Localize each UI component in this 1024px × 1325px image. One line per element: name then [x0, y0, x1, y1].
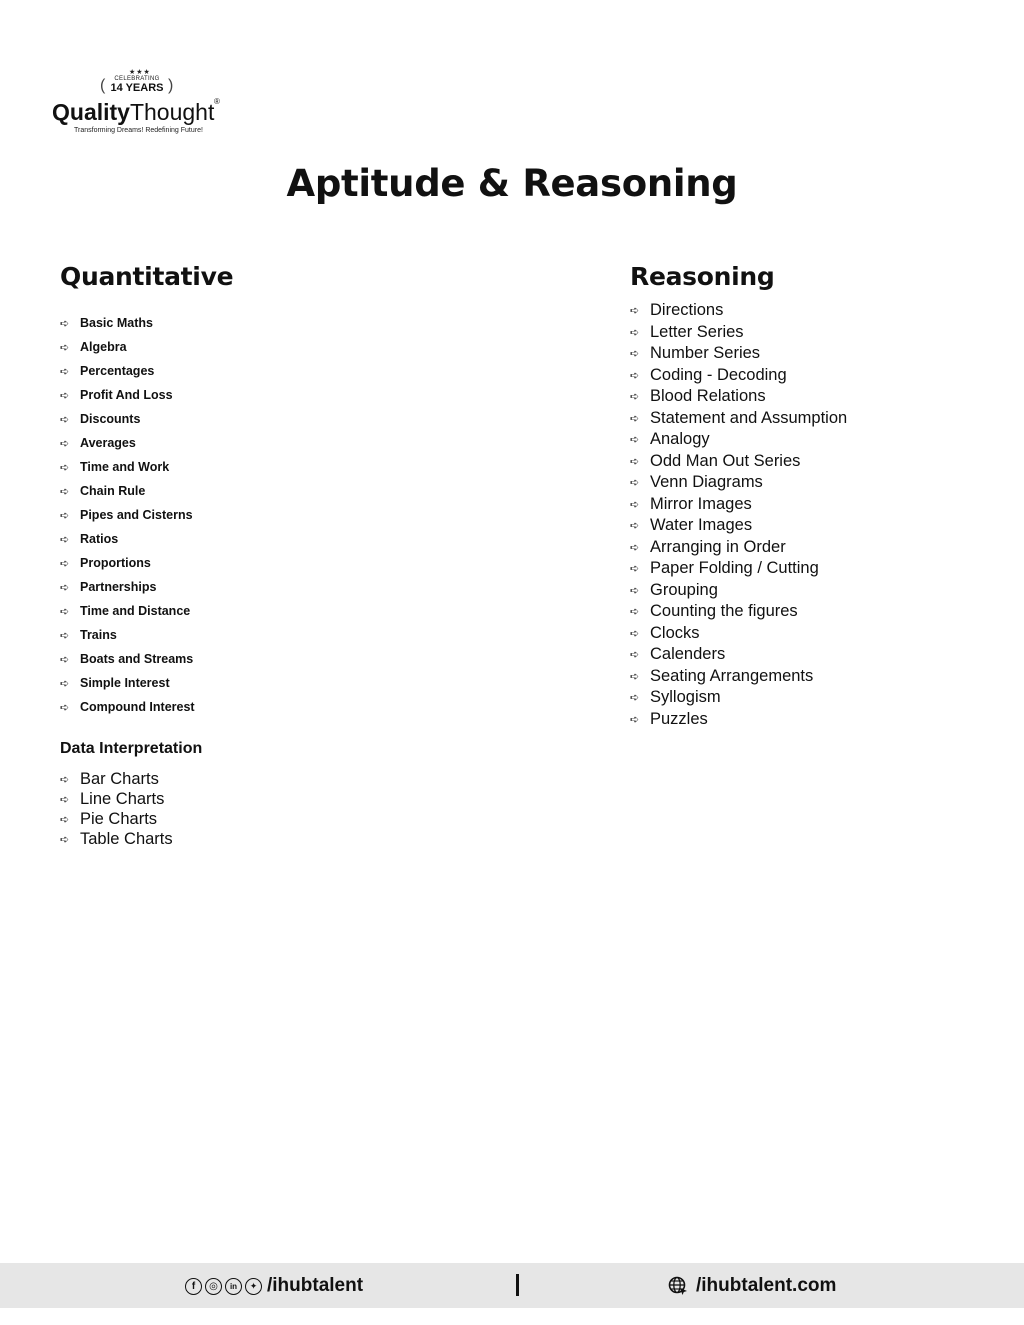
arrow-bullet-icon: ➪	[630, 520, 640, 533]
reasoning-item-label: Counting the figures	[650, 602, 798, 621]
data-interpretation-item	[60, 769, 360, 789]
data-interpretation-item-label: Bar Charts	[80, 769, 159, 788]
arrow-bullet-icon: ➪	[60, 629, 70, 642]
quantitative-item	[60, 431, 480, 455]
arrow-bullet-icon: ➪	[60, 653, 70, 666]
data-interpretation-item-label: Line Charts	[80, 789, 165, 808]
arrow-bullet-icon: ➪	[630, 498, 640, 511]
arrow-bullet-icon: ➪	[60, 509, 70, 522]
quantitative-item	[60, 623, 480, 647]
arrow-bullet-icon: ➪	[630, 391, 640, 404]
quantitative-item	[60, 599, 480, 623]
reasoning-item	[630, 709, 990, 731]
reasoning-item	[630, 558, 990, 580]
reasoning-item-label: Coding - Decoding	[650, 365, 787, 384]
reasoning-item	[630, 343, 990, 365]
quantitative-item-label: Simple Interest	[80, 676, 170, 690]
arrow-bullet-icon: ➪	[60, 365, 70, 378]
arrow-bullet-icon: ➪	[630, 326, 640, 339]
reasoning-item-label: Odd Man Out Series	[650, 451, 801, 470]
data-interpretation-item-label: Pie Charts	[80, 809, 158, 828]
social-handle[interactable]: /ihubtalent	[267, 1275, 364, 1296]
arrow-bullet-icon: ➪	[60, 341, 70, 354]
arrow-bullet-icon: ➪	[630, 305, 640, 318]
arrow-bullet-icon: ➪	[630, 692, 640, 705]
arrow-bullet-icon: ➪	[630, 713, 640, 726]
quantitative-item-label: Proportions	[80, 556, 151, 570]
data-interpretation-item	[60, 809, 360, 829]
laurel-left-icon: (	[100, 77, 106, 94]
quantitative-item-label: Basic Maths	[80, 316, 153, 330]
reasoning-item-label: Mirror Images	[650, 494, 752, 513]
footer-bar	[0, 1263, 1024, 1308]
arrow-bullet-icon: ➪	[60, 317, 70, 330]
arrow-bullet-icon: ➪	[630, 670, 640, 683]
arrow-bullet-icon: ➪	[60, 581, 70, 594]
reasoning-heading: Reasoning	[630, 262, 775, 291]
quantitative-item	[60, 527, 480, 551]
quantitative-item-label: Partnerships	[80, 580, 157, 594]
website-url[interactable]: /ihubtalent.com	[696, 1275, 837, 1296]
quantitative-item-label: Boats and Streams	[80, 652, 194, 666]
logo-brand: QualityThought	[52, 99, 215, 125]
arrow-bullet-icon: ➪	[630, 584, 640, 597]
arrow-bullet-icon: ➪	[630, 348, 640, 361]
quantitative-item	[60, 575, 480, 599]
quantitative-item	[60, 551, 480, 575]
quantitative-section	[60, 262, 480, 719]
logo-years: 14 YEARS	[110, 82, 164, 94]
reasoning-item	[630, 472, 990, 494]
reasoning-item-label: Syllogism	[650, 688, 721, 707]
quantitative-item	[60, 311, 480, 335]
quantitative-item-label: Algebra	[80, 340, 127, 354]
quantitative-item-label: Trains	[80, 628, 117, 642]
linkedin-icon[interactable]: in	[225, 1278, 242, 1295]
reasoning-item-label: Statement and Assumption	[650, 408, 848, 427]
reasoning-item-label: Seating Arrangements	[650, 666, 814, 685]
twitter-icon[interactable]: ✦	[245, 1278, 262, 1295]
reasoning-item	[630, 386, 990, 408]
data-interpretation-list	[60, 769, 360, 849]
quantitative-item-label: Chain Rule	[80, 484, 146, 498]
data-interpretation-item	[60, 829, 360, 849]
quantitative-item	[60, 479, 480, 503]
reasoning-item-label: Water Images	[650, 516, 753, 535]
logo-tagline: Transforming Dreams! Redefining Future!	[74, 127, 203, 134]
arrow-bullet-icon: ➪	[630, 477, 640, 490]
arrow-bullet-icon: ➪	[60, 773, 70, 786]
quantitative-item	[60, 407, 480, 431]
globe-icon	[668, 1276, 688, 1296]
reasoning-item	[630, 451, 990, 473]
arrow-bullet-icon: ➪	[630, 412, 640, 425]
reasoning-item	[630, 666, 990, 688]
arrow-bullet-icon: ➪	[60, 605, 70, 618]
page-title: Aptitude & Reasoning	[286, 162, 738, 205]
quantitative-item	[60, 503, 480, 527]
reasoning-item	[630, 580, 990, 602]
website-link[interactable]	[668, 1275, 836, 1297]
reasoning-item-label: Calenders	[650, 645, 726, 664]
quantitative-item	[60, 695, 480, 719]
reasoning-list	[630, 300, 990, 730]
reasoning-item-label: Directions	[650, 301, 724, 320]
reasoning-section	[630, 262, 990, 730]
arrow-bullet-icon: ➪	[630, 541, 640, 554]
quantitative-item-label: Averages	[80, 436, 136, 450]
arrow-bullet-icon: ➪	[60, 833, 70, 846]
arrow-bullet-icon: ➪	[60, 485, 70, 498]
logo-celebrating: CELEBRATING	[114, 76, 160, 82]
reasoning-item-label: Clocks	[650, 623, 700, 642]
reasoning-item	[630, 300, 990, 322]
arrow-bullet-icon: ➪	[60, 813, 70, 826]
reasoning-item	[630, 365, 990, 387]
quantitative-item	[60, 335, 480, 359]
registered-mark: ®	[214, 97, 220, 106]
quantitative-item-label: Compound Interest	[80, 700, 195, 714]
arrow-bullet-icon: ➪	[60, 793, 70, 806]
quantitative-item	[60, 455, 480, 479]
reasoning-item	[630, 623, 990, 645]
data-interpretation-heading: Data Interpretation	[60, 740, 203, 757]
reasoning-item-label: Paper Folding / Cutting	[650, 559, 819, 578]
arrow-bullet-icon: ➪	[60, 389, 70, 402]
quantitative-item	[60, 383, 480, 407]
quantitative-heading: Quantitative	[60, 262, 234, 291]
reasoning-item	[630, 537, 990, 559]
arrow-bullet-icon: ➪	[630, 369, 640, 382]
quantitative-item-label: Ratios	[80, 532, 119, 546]
quantitative-item-label: Discounts	[80, 412, 141, 426]
reasoning-item	[630, 515, 990, 537]
arrow-bullet-icon: ➪	[630, 606, 640, 619]
arrow-bullet-icon: ➪	[60, 437, 70, 450]
quantitative-item	[60, 671, 480, 695]
quantitative-item-label: Pipes and Cisterns	[80, 508, 193, 522]
arrow-bullet-icon: ➪	[60, 677, 70, 690]
arrow-bullet-icon: ➪	[630, 434, 640, 447]
reasoning-item-label: Grouping	[650, 580, 718, 599]
arrow-bullet-icon: ➪	[60, 701, 70, 714]
arrow-bullet-icon: ➪	[630, 649, 640, 662]
footer-divider	[516, 1274, 519, 1296]
facebook-icon[interactable]: f	[185, 1278, 202, 1295]
quantitative-item	[60, 647, 480, 671]
quantitative-item-label: Time and Work	[80, 460, 170, 474]
arrow-bullet-icon: ➪	[630, 627, 640, 640]
arrow-bullet-icon: ➪	[630, 455, 640, 468]
data-interpretation-item-label: Table Charts	[80, 829, 173, 848]
quantitative-item	[60, 359, 480, 383]
reasoning-item	[630, 429, 990, 451]
logo-stars: ★★★	[129, 69, 151, 76]
data-interpretation-item	[60, 789, 360, 809]
reasoning-item-label: Puzzles	[650, 709, 708, 728]
arrow-bullet-icon: ➪	[630, 563, 640, 576]
quantitative-item-label: Time and Distance	[80, 604, 191, 618]
reasoning-item-label: Venn Diagrams	[650, 473, 763, 492]
reasoning-item	[630, 322, 990, 344]
reasoning-item-label: Letter Series	[650, 322, 744, 341]
reasoning-item	[630, 687, 990, 709]
reasoning-item-label: Number Series	[650, 344, 761, 363]
reasoning-item	[630, 494, 990, 516]
social-links	[185, 1275, 363, 1297]
arrow-bullet-icon: ➪	[60, 533, 70, 546]
arrow-bullet-icon: ➪	[60, 557, 70, 570]
reasoning-item-label: Blood Relations	[650, 387, 766, 406]
laurel-right-icon: )	[168, 77, 174, 94]
reasoning-item-label: Analogy	[650, 430, 710, 449]
quantitative-item-label: Percentages	[80, 364, 155, 378]
reasoning-item	[630, 601, 990, 623]
quantitative-item-label: Profit And Loss	[80, 388, 173, 402]
quality-thought-logo	[50, 68, 230, 140]
reasoning-item-label: Arranging in Order	[650, 537, 786, 556]
instagram-icon[interactable]: ◎	[205, 1278, 222, 1295]
arrow-bullet-icon: ➪	[60, 461, 70, 474]
quantitative-list	[60, 311, 480, 719]
arrow-bullet-icon: ➪	[60, 413, 70, 426]
reasoning-item	[630, 644, 990, 666]
reasoning-item	[630, 408, 990, 430]
